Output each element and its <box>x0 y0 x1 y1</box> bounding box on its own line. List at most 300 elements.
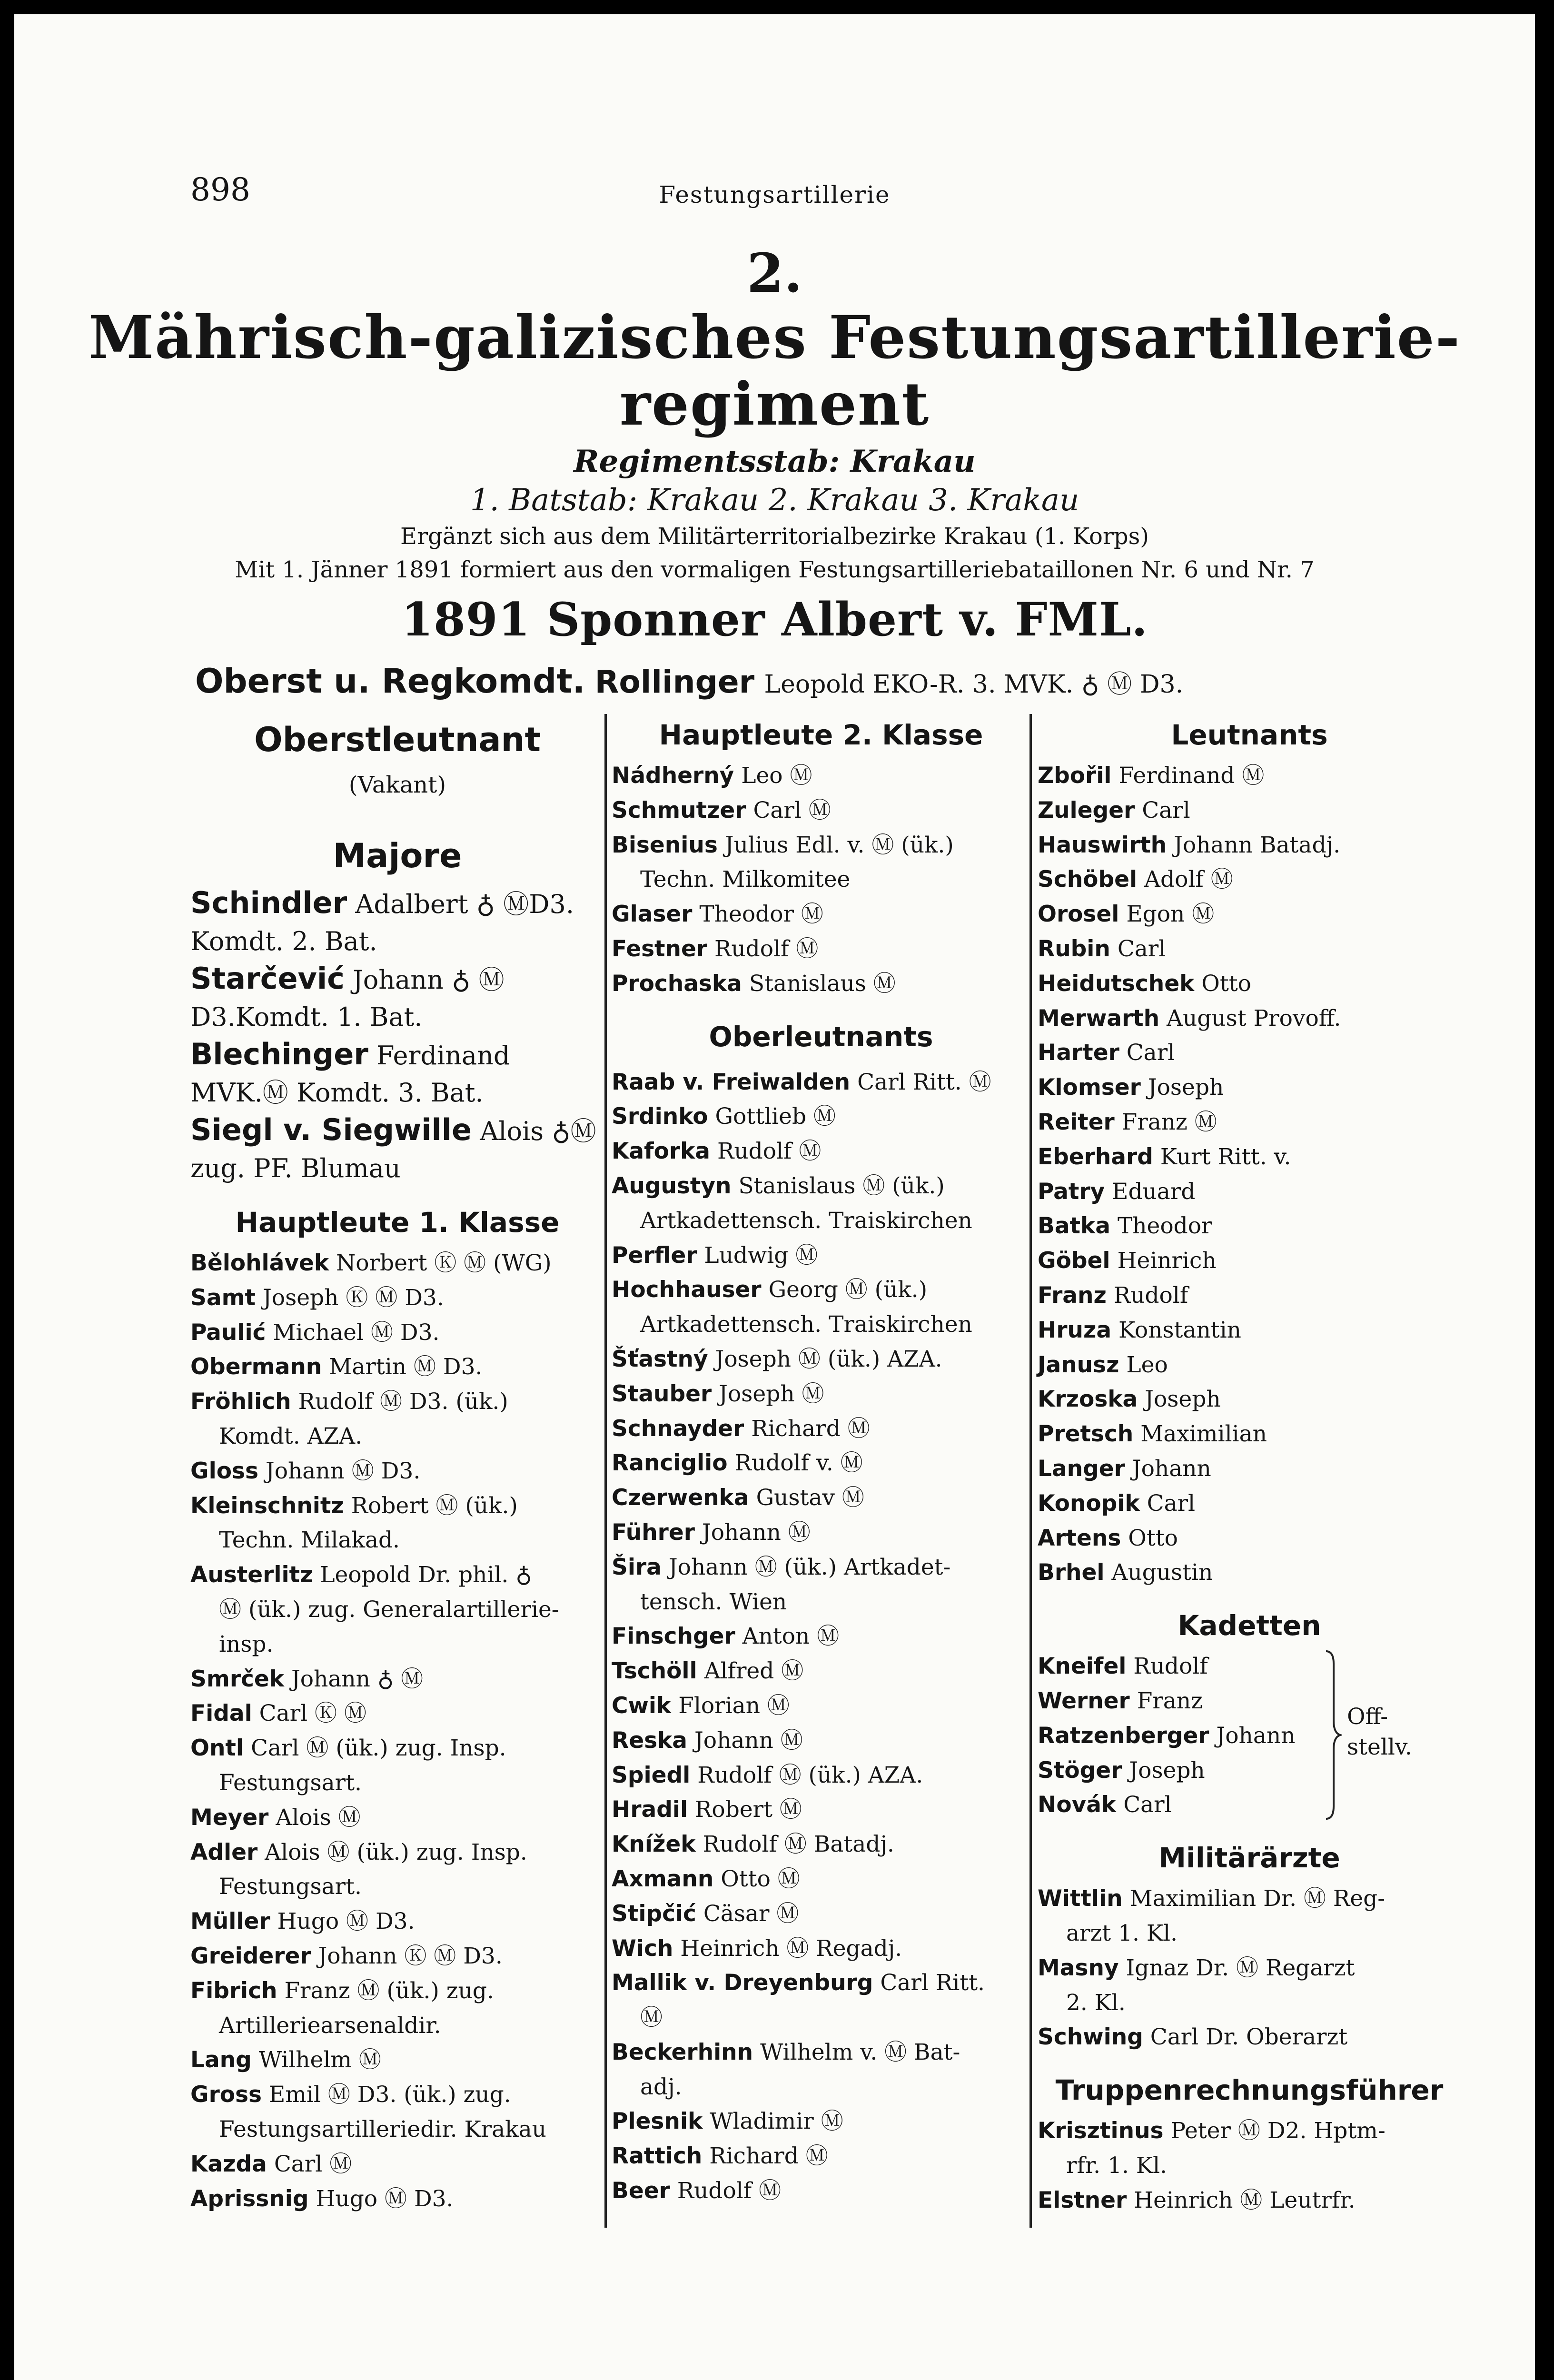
entry-details: Robert Ⓜ (ük.) <box>351 1492 518 1519</box>
list-entry <box>612 1827 1030 1862</box>
oberstleutnant-heading: Oberstleutnant <box>254 720 541 759</box>
entry-details: Peter Ⓜ D2. Hptm- <box>1170 2118 1386 2144</box>
entry-continuation: Komdt. 1. Bat. <box>235 1002 423 1032</box>
entry-surname: Šťastný <box>612 1346 708 1372</box>
entry-details: Leopold Dr. phil. ♁ <box>320 1562 532 1588</box>
oberst-name: Rollinger <box>594 664 755 700</box>
entry-details: Heinrich Ⓜ Regadj. <box>680 1935 902 1962</box>
entry-details: Johann Ⓚ Ⓜ D3. <box>318 1943 503 1969</box>
entry-details: Wilhelm Ⓜ <box>258 2047 381 2073</box>
oberst-details: Leopold EKO-R. 3. MVK. ♁ Ⓜ D3. <box>764 670 1184 699</box>
rechnungsfuehrer-list <box>1038 2114 1461 2218</box>
entry-continuation: Techn. Milkomitee <box>640 866 851 893</box>
list-entry <box>190 1558 604 1662</box>
list-entry <box>612 828 1030 898</box>
entry-surname: Srdinko <box>612 1103 708 1130</box>
batstab: 1. Batstab: Krakau 2. Krakau 3. Krakau <box>470 483 1079 518</box>
entry-continuation: Ⓜ Komdt. 3. Bat. <box>262 1078 484 1108</box>
entry-details: Leo <box>1126 1351 1168 1378</box>
entry-details: Alois Ⓜ <box>276 1804 361 1831</box>
list-entry <box>1038 793 1461 828</box>
entry-details: Rudolf <box>1113 1282 1188 1309</box>
list-entry <box>190 1696 604 1731</box>
entry-continuation: 2. Kl. <box>1066 1989 1126 2016</box>
list-entry <box>190 1246 604 1281</box>
list-entry <box>1038 1452 1461 1487</box>
entry-continuation: Artkadettensch. Traiskirchen <box>640 1311 972 1338</box>
entry-surname: Czerwenka <box>612 1485 749 1511</box>
militaeraerzte-heading: Militärärzte <box>1158 1842 1340 1874</box>
list-entry <box>612 1897 1030 1932</box>
regiment-number: 2. <box>747 242 802 305</box>
entry-surname: Werner <box>1038 1687 1130 1714</box>
entry-details: Joseph <box>1129 1757 1205 1784</box>
entry-details: August Provoff. <box>1167 1005 1341 1031</box>
entry-surname: Schwing <box>1038 2024 1143 2051</box>
list-entry <box>190 1111 604 1187</box>
entry-surname: Rubin <box>1038 935 1110 962</box>
kadetten-group <box>1038 1649 1461 1823</box>
entry-surname: Kleinschnitz <box>190 1492 344 1519</box>
entry-surname: Obermann <box>190 1354 322 1380</box>
entry-surname: Tschöll <box>612 1658 697 1685</box>
regimentsstab: Regimentsstab: Krakau <box>574 444 976 479</box>
entry-surname: Stöger <box>1038 1757 1122 1784</box>
entry-surname: Bisenius <box>612 832 718 858</box>
list-entry <box>1038 1036 1461 1071</box>
entry-details: Kurt Ritt. v. <box>1160 1143 1291 1170</box>
entry-details: Florian Ⓜ <box>678 1692 790 1719</box>
entry-details: Carl <box>1126 1040 1175 1066</box>
list-entry <box>190 1801 604 1835</box>
entry-continuation: Artkadettensch. Traiskirchen <box>640 1207 972 1234</box>
list-entry <box>190 2182 604 2217</box>
list-entry <box>190 1731 604 1801</box>
entry-details: Julius Edl. v. Ⓜ (ük.) <box>724 832 954 858</box>
list-entry <box>1038 863 1461 897</box>
list-entry <box>190 1281 604 1316</box>
rechnungsfuehrer-heading: Truppenrechnungsführer <box>1055 2074 1444 2107</box>
entry-details: Norbert Ⓚ Ⓜ (WG) <box>336 1250 552 1276</box>
entry-surname: Gloss <box>190 1458 258 1484</box>
entry-surname: Blechinger <box>190 1037 368 1071</box>
entry-details: Franz <box>1137 1687 1203 1714</box>
list-entry <box>1038 828 1461 863</box>
list-entry <box>612 1516 1030 1550</box>
list-entry <box>1038 1382 1461 1417</box>
entry-continuation: Artilleriearsenaldir. <box>219 2012 441 2039</box>
entry-surname: Knížek <box>612 1831 696 1858</box>
entry-surname: Ratzenberger <box>1038 1722 1209 1749</box>
list-entry <box>190 1316 604 1350</box>
entry-continuation: arzt 1. Kl. <box>1066 1920 1178 1946</box>
entry-details: Martin Ⓜ D3. <box>329 1354 483 1380</box>
entry-details: Johann Ⓜ <box>694 1727 803 1754</box>
entry-details: Rudolf Ⓜ (ük.) AZA. <box>697 1762 923 1788</box>
entry-surname: Krzoska <box>1038 1386 1138 1413</box>
entry-surname: Plesnik <box>612 2108 703 2135</box>
entry-details: Carl Ⓜ (ük.) zug. Insp. <box>250 1735 506 1762</box>
kadetten-note-line2: stellv. <box>1347 1734 1412 1761</box>
list-entry <box>612 759 1030 793</box>
list-entry <box>1038 1105 1461 1140</box>
list-entry <box>612 1966 1030 2035</box>
entry-continuation: tensch. Wien <box>640 1588 787 1615</box>
entry-details: Anton Ⓜ <box>742 1623 840 1650</box>
entry-surname: Novák <box>1038 1792 1117 1818</box>
entry-details: Theodor <box>1117 1213 1212 1240</box>
entry-surname: Langer <box>1038 1455 1125 1482</box>
list-entry <box>1038 1071 1461 1105</box>
entry-surname: Festner <box>612 935 708 962</box>
entry-surname: Masny <box>1038 1954 1119 1981</box>
entry-surname: Zbořil <box>1038 763 1112 789</box>
entry-surname: Heidutschek <box>1038 970 1195 997</box>
entry-details: Johann ♁ Ⓜ D3. <box>190 965 505 1032</box>
entry-details: Johann Batadj. <box>1174 832 1341 858</box>
entry-continuation: Festungsart. <box>219 1769 362 1796</box>
entry-surname: Beckerhinn <box>612 2039 753 2065</box>
list-entry <box>612 1550 1030 1620</box>
list-entry <box>612 1377 1030 1412</box>
entry-surname: Brhel <box>1038 1559 1105 1586</box>
entry-surname: Eberhard <box>1038 1143 1153 1170</box>
list-entry <box>612 1239 1030 1273</box>
entry-details: Alfred Ⓜ <box>704 1658 804 1685</box>
entry-details: Hugo Ⓜ D3. <box>277 1908 415 1935</box>
list-entry <box>1038 1175 1461 1210</box>
entry-details: Michael Ⓜ D3. <box>273 1319 440 1346</box>
entry-surname: Kazda <box>190 2151 267 2177</box>
entry-details: Wladimir Ⓜ <box>710 2108 843 2135</box>
entry-surname: Lang <box>190 2047 252 2073</box>
column-3 <box>1038 714 1461 2218</box>
list-entry <box>190 1454 604 1489</box>
entry-details: Maximilian Dr. Ⓜ Reg- <box>1129 1885 1386 1912</box>
entry-surname: Stauber <box>612 1380 712 1407</box>
list-entry <box>1038 2020 1461 2055</box>
entry-surname: Stipčić <box>612 1900 696 1927</box>
entry-details: Rudolf Ⓜ <box>677 2178 782 2204</box>
entry-surname: Finschger <box>612 1623 735 1650</box>
entry-surname: Konopik <box>1038 1490 1140 1517</box>
entry-surname: Hradil <box>612 1796 688 1823</box>
entry-details: Otto <box>1128 1525 1178 1551</box>
entry-surname: Klomser <box>1038 1074 1141 1101</box>
entry-details: Carl <box>1117 935 1166 962</box>
entry-surname: Greiderer <box>190 1943 311 1969</box>
entry-details: Joseph Ⓚ Ⓜ D3. <box>262 1284 444 1311</box>
entry-details: Rudolf Ⓜ D3. (ük.) <box>298 1388 508 1415</box>
entry-continuation: Festungsart. <box>219 1874 362 1900</box>
page-number: 898 <box>190 171 250 208</box>
entry-details: Otto Ⓜ <box>721 1865 800 1892</box>
entry-surname: Wich <box>612 1935 673 1962</box>
entry-surname: Patry <box>1038 1178 1105 1205</box>
entry-surname: Augustyn <box>612 1172 732 1199</box>
entry-details: Joseph <box>1148 1074 1224 1101</box>
entry-surname: Samt <box>190 1284 256 1311</box>
list-entry <box>612 2035 1030 2105</box>
entry-surname: Paulić <box>190 1319 266 1346</box>
entry-surname: Ontl <box>190 1735 244 1762</box>
hauptleute-2-list <box>612 759 1030 1002</box>
list-entry <box>190 2147 604 2182</box>
entry-surname: Axmann <box>612 1865 714 1892</box>
regiment-title-block <box>14 243 1535 648</box>
entry-details: Alois ♁ <box>480 1116 571 1146</box>
entry-surname: Franz <box>1038 1282 1107 1309</box>
entry-details: Georg Ⓜ (ük.) <box>768 1277 928 1303</box>
entry-surname: Aprissnig <box>190 2185 309 2212</box>
entry-details: Wilhelm v. Ⓜ Bat- <box>760 2039 960 2065</box>
entry-surname: Orosel <box>1038 901 1119 928</box>
list-entry <box>612 1481 1030 1516</box>
list-entry <box>1038 1882 1461 1951</box>
list-entry <box>190 1974 604 2043</box>
entry-continuation: Ⓜ zug. PF. Blumau <box>190 1116 596 1183</box>
entry-details: Carl Ⓚ Ⓜ <box>259 1700 367 1727</box>
entry-surname: Reiter <box>1038 1109 1115 1135</box>
list-entry <box>1038 1140 1461 1175</box>
oberstleutnant-note: (Vakant) <box>348 772 446 798</box>
entry-surname: Reska <box>612 1727 688 1754</box>
list-entry <box>612 1412 1030 1447</box>
brace-icon <box>1323 1649 1342 1821</box>
entry-continuation: Ⓜ (ük.) zug. Generalartillerie-insp. <box>219 1596 559 1657</box>
entry-details: Carl <box>1123 1792 1172 1818</box>
entry-surname: Hochhauser <box>612 1277 762 1303</box>
book-page <box>14 14 1535 2380</box>
entry-details: Johann ♁ Ⓜ <box>291 1666 424 1692</box>
entry-details: Konstantin <box>1118 1317 1241 1343</box>
list-entry <box>612 1619 1030 1654</box>
entry-details: Leo Ⓜ <box>741 763 812 789</box>
entry-surname: Nádherný <box>612 763 734 789</box>
entry-details: Johann Ⓜ D3. <box>265 1458 421 1484</box>
kadetten-note-line1: Off- <box>1347 1704 1388 1730</box>
entry-surname: Führer <box>612 1519 695 1546</box>
list-entry <box>612 1169 1030 1239</box>
hauptleute-1-list <box>190 1246 604 2216</box>
list-entry <box>1038 759 1461 793</box>
entry-details: Carl <box>1147 1490 1196 1517</box>
hauptleute-2-heading: Hauptleute 2. Klasse <box>659 719 983 751</box>
list-entry <box>1038 1487 1461 1521</box>
majore-list <box>190 884 604 1187</box>
entry-surname: Wittlin <box>1038 1885 1123 1912</box>
list-entry <box>612 1654 1030 1689</box>
entry-surname: Perfler <box>612 1242 697 1269</box>
list-entry <box>612 897 1030 932</box>
list-entry <box>612 2104 1030 2139</box>
list-entry <box>1038 1244 1461 1279</box>
entry-details: Gottlieb Ⓜ <box>715 1103 836 1130</box>
oberst-label: Oberst u. Regkomdt. <box>195 662 585 701</box>
entry-continuation: rfr. 1. Kl. <box>1066 2152 1167 2179</box>
list-entry <box>612 1134 1030 1169</box>
list-entry <box>1038 897 1461 932</box>
entry-surname: Göbel <box>1038 1248 1110 1274</box>
list-entry <box>1038 1348 1461 1383</box>
entry-surname: Meyer <box>190 1804 269 1831</box>
entry-details: Ignaz Dr. Ⓜ Regarzt <box>1126 1954 1355 1981</box>
column-divider-1 <box>604 714 607 2228</box>
entry-surname: Müller <box>190 1908 270 1935</box>
entry-details: Heinrich <box>1117 1248 1217 1274</box>
list-entry <box>190 2043 604 2078</box>
list-entry <box>612 2139 1030 2174</box>
entry-details: Rudolf v. Ⓜ <box>734 1450 863 1477</box>
entry-continuation: adj. <box>640 2073 682 2100</box>
entry-details: Ferdinand MVK. <box>190 1041 510 1108</box>
entry-surname: Cwik <box>612 1692 672 1719</box>
list-entry <box>1038 1279 1461 1313</box>
list-entry <box>612 1689 1030 1724</box>
list-entry <box>612 1273 1030 1342</box>
entry-details: Stanislaus Ⓜ (ük.) <box>738 1172 945 1199</box>
list-entry <box>1038 1209 1461 1244</box>
list-entry <box>612 932 1030 967</box>
entry-surname: Starčević <box>190 961 345 996</box>
entry-details: Carl Ⓜ <box>274 2151 352 2177</box>
entry-surname: Hauswirth <box>1038 832 1167 858</box>
entry-details: Franz Ⓜ <box>1121 1109 1217 1135</box>
entry-surname: Glaser <box>612 901 693 928</box>
list-entry <box>190 1835 604 1905</box>
entry-details: Richard Ⓜ <box>709 2143 828 2170</box>
entry-details: Eduard <box>1112 1178 1196 1205</box>
entry-details: Hugo Ⓜ D3. <box>316 2185 454 2212</box>
entry-details: Johann <box>1132 1455 1211 1482</box>
list-entry <box>612 1446 1030 1481</box>
entry-surname: Kaforka <box>612 1138 711 1165</box>
list-entry <box>1038 932 1461 967</box>
entry-details: Egon Ⓜ <box>1126 901 1215 928</box>
entry-details: Cäsar Ⓜ <box>703 1900 799 1927</box>
inhaber-line: 1891 Sponner Albert v. FML. <box>401 593 1148 646</box>
entry-details: Johann <box>1216 1722 1296 1749</box>
entry-details: Carl <box>1142 797 1190 823</box>
kadetten-note <box>1347 1702 1412 1763</box>
militaeraerzte-list <box>1038 1882 1461 2055</box>
entry-details: Adolf Ⓜ <box>1144 866 1233 893</box>
entry-surname: Siegl v. Siegwille <box>190 1112 472 1147</box>
entry-surname: Janusz <box>1038 1351 1119 1378</box>
oberst-line <box>195 662 1183 701</box>
entry-surname: Beer <box>612 2178 670 2204</box>
entry-surname: Krisztinus <box>1038 2118 1164 2144</box>
leutnants-list <box>1038 759 1461 1590</box>
oberleutnants-list <box>612 1065 1030 2209</box>
list-entry <box>612 1342 1030 1377</box>
list-entry <box>190 1036 604 1111</box>
entry-surname: Fröhlich <box>190 1388 291 1415</box>
formiert-note: Mit 1. Jänner 1891 formiert aus den vormaligen Festungsartilleriebataillonen Nr. 6 und Nr. 7 <box>235 556 1315 583</box>
list-entry <box>1038 1788 1461 1823</box>
list-entry <box>190 1489 604 1558</box>
entry-surname: Harter <box>1038 1040 1119 1066</box>
entry-details: Adalbert ♁ Ⓜ <box>355 889 529 919</box>
entry-surname: Šira <box>612 1554 662 1580</box>
entry-details: Joseph <box>1145 1386 1221 1413</box>
entry-details: Joseph Ⓜ <box>719 1380 824 1407</box>
entry-surname: Mallik v. Dreyenburg <box>612 1970 873 1996</box>
entry-surname: Adler <box>190 1839 258 1865</box>
entry-surname: Bělohlávek <box>190 1250 329 1276</box>
list-entry <box>1038 2183 1461 2218</box>
oberleutnants-heading: Oberleutnants <box>709 1020 933 1053</box>
entry-details: Rudolf <box>1133 1653 1208 1680</box>
entry-surname: Prochaska <box>612 970 742 997</box>
entry-details: Richard Ⓜ <box>751 1415 870 1442</box>
list-entry <box>190 1385 604 1454</box>
list-entry <box>1038 1417 1461 1452</box>
entry-continuation: Festungsartilleriedir. Krakau <box>219 2116 546 2142</box>
entry-surname: Pretsch <box>1038 1421 1134 1448</box>
column-2 <box>612 714 1030 2209</box>
list-entry <box>612 967 1030 1002</box>
entry-details: Theodor Ⓜ <box>699 901 823 928</box>
entry-continuation: Ⓜ <box>640 2004 663 2031</box>
entry-surname: Batka <box>1038 1213 1110 1240</box>
entry-details: Maximilian <box>1140 1421 1267 1448</box>
entry-surname: Smrček <box>190 1666 284 1692</box>
regiment-title-line1: Mährisch-galizisches Festungsartillerie- <box>88 303 1461 372</box>
entry-details: Rudolf Ⓜ <box>717 1138 822 1165</box>
entry-surname: Spiedl <box>612 1762 691 1788</box>
entry-surname: Fidal <box>190 1700 252 1727</box>
column-1 <box>190 714 604 2216</box>
list-entry <box>612 1724 1030 1758</box>
list-entry <box>1038 1556 1461 1590</box>
entry-details: Johann Ⓜ (ük.) Artkadet- <box>668 1554 951 1580</box>
entry-details: Gustav Ⓜ <box>756 1485 864 1511</box>
entry-details: Joseph Ⓜ (ük.) AZA. <box>715 1346 942 1372</box>
list-entry <box>190 1939 604 1974</box>
entry-surname: Raab v. Freiwalden <box>612 1069 851 1095</box>
entry-surname: Austerlitz <box>190 1562 313 1588</box>
ergaenzt-note: Ergänzt sich aus dem Militärterritorialbezirke Krakau (1. Korps) <box>400 523 1149 550</box>
hauptleute-1-heading: Hauptleute 1. Klasse <box>235 1206 560 1239</box>
entry-continuation: D3. Komdt. 2. Bat. <box>190 889 574 956</box>
entry-details: Carl Ritt. <box>880 1970 985 1996</box>
regiment-title-line2: regiment <box>619 370 930 439</box>
list-entry <box>190 1904 604 1939</box>
entry-details: Carl Ⓜ <box>753 797 831 823</box>
entry-surname: Zuleger <box>1038 797 1135 823</box>
list-entry <box>1038 1649 1461 1684</box>
entry-surname: Gross <box>190 2082 262 2108</box>
entry-details: Otto <box>1201 970 1251 997</box>
list-entry <box>612 1758 1030 1793</box>
entry-surname: Merwarth <box>1038 1005 1160 1031</box>
list-entry <box>190 1350 604 1385</box>
list-entry <box>612 1100 1030 1134</box>
entry-details: Stanislaus Ⓜ <box>749 970 896 997</box>
list-entry <box>612 2174 1030 2209</box>
leutnants-heading: Leutnants <box>1171 719 1328 751</box>
running-head: Festungsartillerie <box>659 181 891 208</box>
list-entry <box>612 793 1030 828</box>
entry-details: Johann Ⓜ <box>702 1519 811 1546</box>
entry-surname: Rattich <box>612 2143 703 2170</box>
entry-surname: Artens <box>1038 1525 1121 1551</box>
entry-continuation: Komdt. AZA. <box>219 1423 363 1449</box>
entry-details: Rudolf Ⓜ Batadj. <box>703 1831 894 1858</box>
entry-surname: Fibrich <box>190 1977 277 2004</box>
list-entry <box>1038 2114 1461 2183</box>
